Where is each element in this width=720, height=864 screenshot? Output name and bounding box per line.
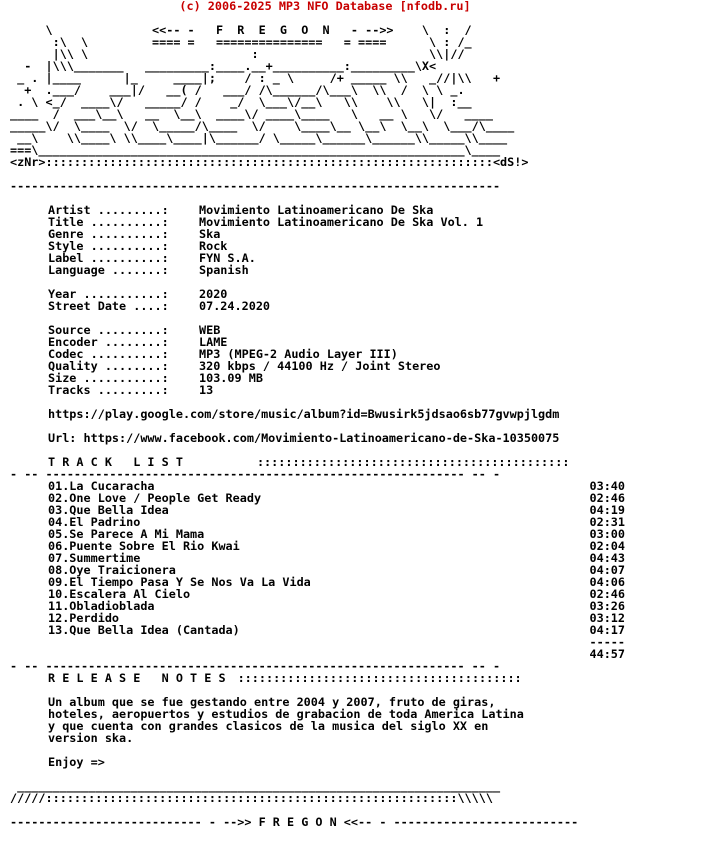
logo-line: <zNr>:::::::::::::::::::::::::::::::::::::::::::::::::::::::::::::::<dS!> (10, 155, 529, 169)
track-time: 04:17 (589, 623, 625, 637)
field-label: Encoder ........: (48, 335, 169, 349)
track-name: 01.La Cucaracha (48, 479, 155, 493)
enjoy-text: Enjoy => (48, 755, 105, 769)
field-value: LAME (199, 335, 228, 349)
release-separator: - -- ----------------------------------------------------------- -- - (10, 659, 501, 673)
track-time: 03:40 (589, 479, 625, 493)
track-time: 04:43 (589, 551, 625, 565)
field-value: WEB (199, 323, 221, 337)
info-row (10, 300, 710, 312)
track-time: 03:26 (589, 599, 625, 613)
field-value: 320 kbps / 44100 Hz / Joint Stereo (199, 359, 441, 373)
field-label: Artist .........: (48, 203, 169, 217)
field-value: Ska (199, 227, 221, 241)
logo-line: . \ <_/ ____\/ _____/ / _/ \___\/__\ \\ \\ \| :__ (10, 95, 472, 109)
track-time: 04:19 (589, 503, 625, 517)
field-label: Style ..........: (48, 239, 169, 253)
track-row (48, 624, 625, 636)
logo-line: ____ / ___\__\ __ \__\ ____\/ ____\____ \ __ \ \/ ____ (10, 107, 493, 121)
field-value: Spanish (199, 263, 249, 277)
logo-line: + .___/ ___|/ __( / ___/ /\______/\___\ \\ / \ \ _. (10, 83, 465, 97)
release-heading (10, 672, 710, 684)
track-name: 02.One Love / People Get Ready (48, 491, 262, 505)
track-time: 02:46 (589, 587, 625, 601)
track-name: 04.El Padrino (48, 515, 141, 529)
track-name: 13.Que Bella Idea (Cantada) (48, 623, 240, 637)
release-note-line: Un album que se fue gestando entre 2004 y 2007, fruto de giras, (48, 695, 496, 709)
track-name: 12.Perdido (48, 611, 120, 625)
track-name: 08.Oye Traicionera (48, 563, 176, 577)
logo-line: _____\/ \____ \/ \_____/\____ \/ \____\__ \__\ \__\ \___/\____ (10, 119, 515, 133)
field-label: Genre ..........: (48, 227, 169, 241)
footer-line-2: /////::::::::::::::::::::::::::::::::::::::::::::::::::::::::::\\\\\ (10, 791, 493, 805)
track-time: 04:07 (589, 563, 625, 577)
facebook-url: Url: https://www.facebook.com/Movimiento-Latinoamericano-de-Ska-10350075 (48, 431, 560, 445)
track-time: 03:00 (589, 527, 625, 541)
field-label: Codec ..........: (48, 347, 169, 361)
field-value: 2020 (199, 287, 228, 301)
track-name: 05.Se Parece A Mi Mama (48, 527, 205, 541)
nfo-document (10, 0, 710, 828)
logo-line: ===\____________________________________________________________\____ (10, 143, 501, 157)
field-value: 13 (199, 383, 214, 397)
logo-line: _ . |____ |_ ____|; / : _ \ /+ _____ \\ _//|\\ + (10, 71, 501, 85)
field-value: Movimiento Latinoamericano De Ska Vol. 1 (199, 215, 484, 229)
field-label: Street Date ....: (48, 299, 169, 313)
info-row (10, 264, 710, 276)
field-value: FYN S.A. (199, 251, 256, 265)
tracklist-dots: :::::::::::::::::::::::::::::::::::::::::::: (256, 455, 570, 469)
info-row (10, 384, 710, 396)
track-name: 11.Obladioblada (48, 599, 155, 613)
field-label: Tracks .........: (48, 383, 169, 397)
track-name: 10.Escalera Al Cielo (48, 587, 191, 601)
store-url: https://play.google.com/store/music/album?id=Bwusirk5jdsao6sb77gvwpjlgdm (48, 407, 560, 421)
release-note-line: hoteles, aeropuertos y estudios de grabacion de toda America Latina (48, 707, 524, 721)
field-label: Title ..........: (48, 215, 169, 229)
track-time: 02:46 (589, 491, 625, 505)
tracklist-separator: - -- ----------------------------------------------------------- -- - (10, 467, 501, 481)
release-title: R E L E A S E N O T E S (48, 671, 226, 685)
field-label: Quality ........: (48, 359, 169, 373)
field-value: 07.24.2020 (199, 299, 271, 313)
track-name: 06.Puente Sobre El Rio Kwai (48, 539, 240, 553)
field-label: Year ...........: (48, 287, 169, 301)
field-value: Rock (199, 239, 228, 253)
site-header: (c) 2006-2025 MP3 NFO Database [nfodb.ru] (179, 0, 471, 13)
track-time: 02:31 (589, 515, 625, 529)
track-name: 09.El Tiempo Pasa Y Se Nos Va La Vida (48, 575, 311, 589)
track-time: 03:12 (589, 611, 625, 625)
footer-line-1: ____________________________________________________________________ (10, 779, 501, 793)
field-label: Source .........: (48, 323, 169, 337)
field-label: Label ..........: (48, 251, 169, 265)
logo-line: |\\ \ : \\|// (10, 47, 465, 61)
release-dots: :::::::::::::::::::::::::::::::::::::::: (237, 671, 522, 685)
track-list (10, 480, 710, 636)
logo-line: :\ \ ==== = =============== = ==== \ : /_ (10, 35, 472, 49)
release-notes (10, 696, 710, 744)
track-name: 03.Que Bella Idea (48, 503, 169, 517)
tracklist-title: T R A C K L I S T (48, 455, 183, 469)
info-block-1 (10, 204, 710, 276)
track-time: 04:06 (589, 575, 625, 589)
footer-line-3: --------------------------- - -->> F R E G O N <<-- - -------------------------- (10, 815, 579, 829)
track-time: 02:04 (589, 539, 625, 553)
release-note-line: y que cuenta con grandes clasicos de la musica del siglo XX en (48, 719, 489, 733)
release-note-line: version ska. (48, 731, 134, 745)
field-value: Movimiento Latinoamericano De Ska (199, 203, 434, 217)
total-separator: ----- (589, 635, 625, 649)
logo-line: \ <<-- - F R E G O N - -->> \ : / (10, 23, 472, 37)
track-row (48, 600, 625, 612)
field-label: Language .......: (48, 263, 169, 277)
field-label: Size ...........: (48, 371, 169, 385)
total-time: 44:57 (589, 647, 625, 661)
separator: --------------------------------------------------------------------- (10, 179, 501, 193)
field-value: MP3 (MPEG-2 Audio Layer III) (199, 347, 398, 361)
total-separator-row (10, 636, 625, 648)
info-block-2 (10, 288, 710, 312)
field-value: 103.09 MB (199, 371, 263, 385)
ascii-logo (10, 24, 710, 168)
track-name: 07.Summertime (48, 551, 141, 565)
logo-line: - |\\\_______ _________:____.__+__________:_________\X< (10, 59, 437, 73)
info-block-3 (10, 324, 710, 396)
logo-line: __\ \\____\ \\____\____|\______/ \_____\______\______\\_____\\____ (10, 131, 508, 145)
